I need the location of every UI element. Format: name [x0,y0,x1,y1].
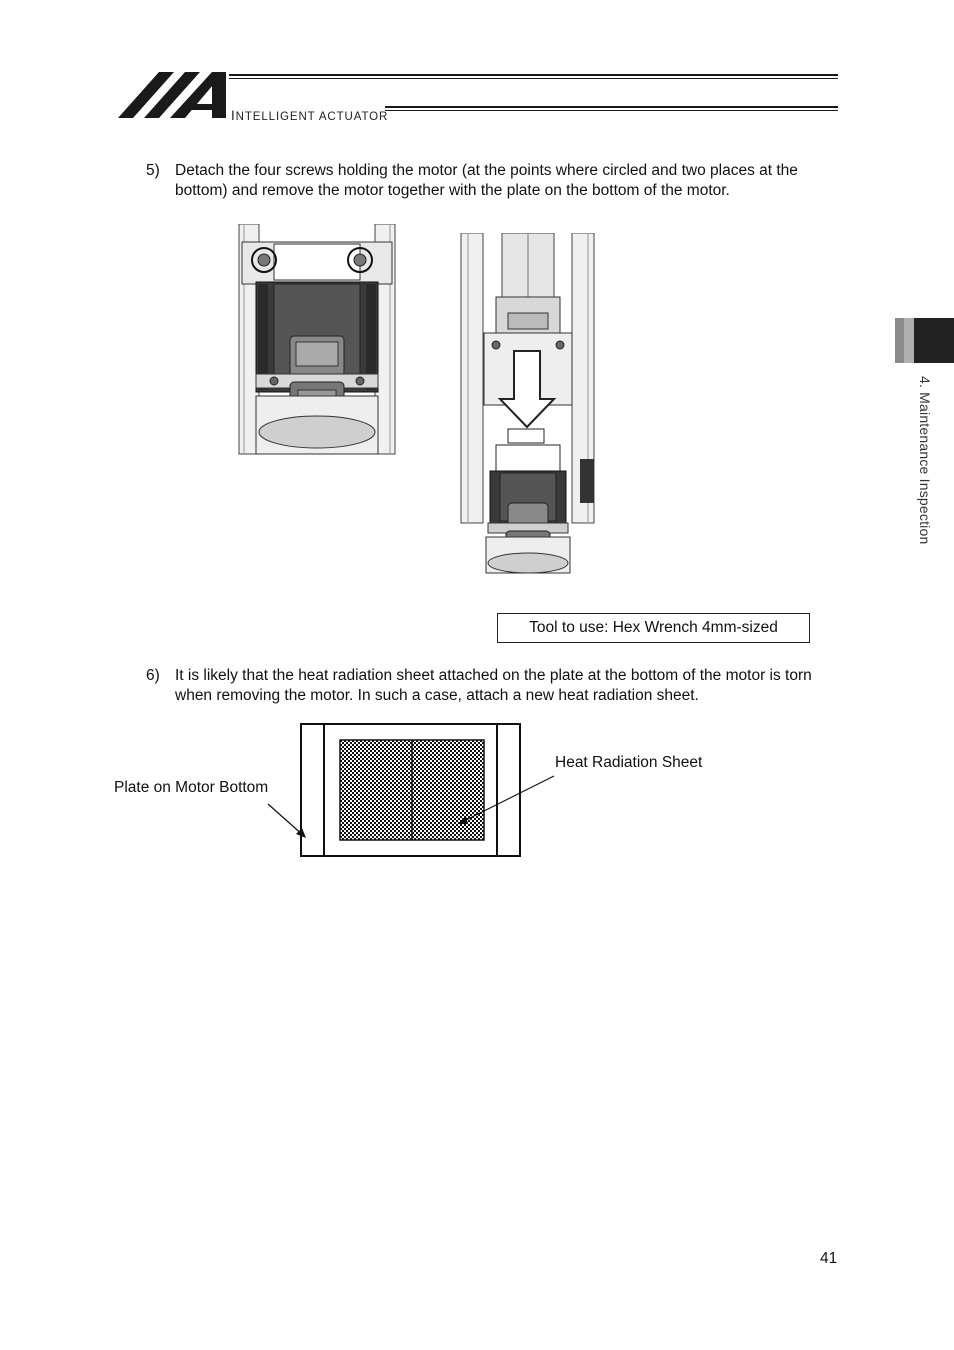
label-plate-on-motor-bottom: Plate on Motor Bottom [114,779,269,796]
header-rule-top [229,74,838,76]
side-tab-marker [895,318,954,363]
header-rule-top-thin [229,78,838,79]
page-number: 41 [820,1250,838,1267]
tool-note-box: Tool to use: Hex Wrench 4mm-sized [497,613,810,643]
label-heat-radiation-sheet: Heat Radiation Sheet [555,754,703,771]
step-6-text: It is likely that the heat radiation sheet attached on the plate at the bottom of the motor is torn when removing the motor. In such a case, attach a new heat radiation sheet. [175,667,812,704]
step-5-number: 5) [146,162,160,179]
header-rule-bottom [385,106,838,108]
motor-removal-drawing [460,233,596,575]
iai-logo-icon [116,70,231,122]
step-5-text: Detach the four screws holding the motor (at the points where circled and two places at the bottom) and remove the motor together with the plate on the bottom of the motor. [175,162,798,199]
side-tab-label: 4. Maintenance Inspection [917,376,933,545]
step-6-number: 6) [146,667,160,684]
motor-front-view-drawing [238,224,398,456]
callout-arrows [260,770,560,850]
header-rule-bottom-thin [385,110,838,111]
brand-text: INTELLIGENT ACTUATOR [231,108,389,123]
